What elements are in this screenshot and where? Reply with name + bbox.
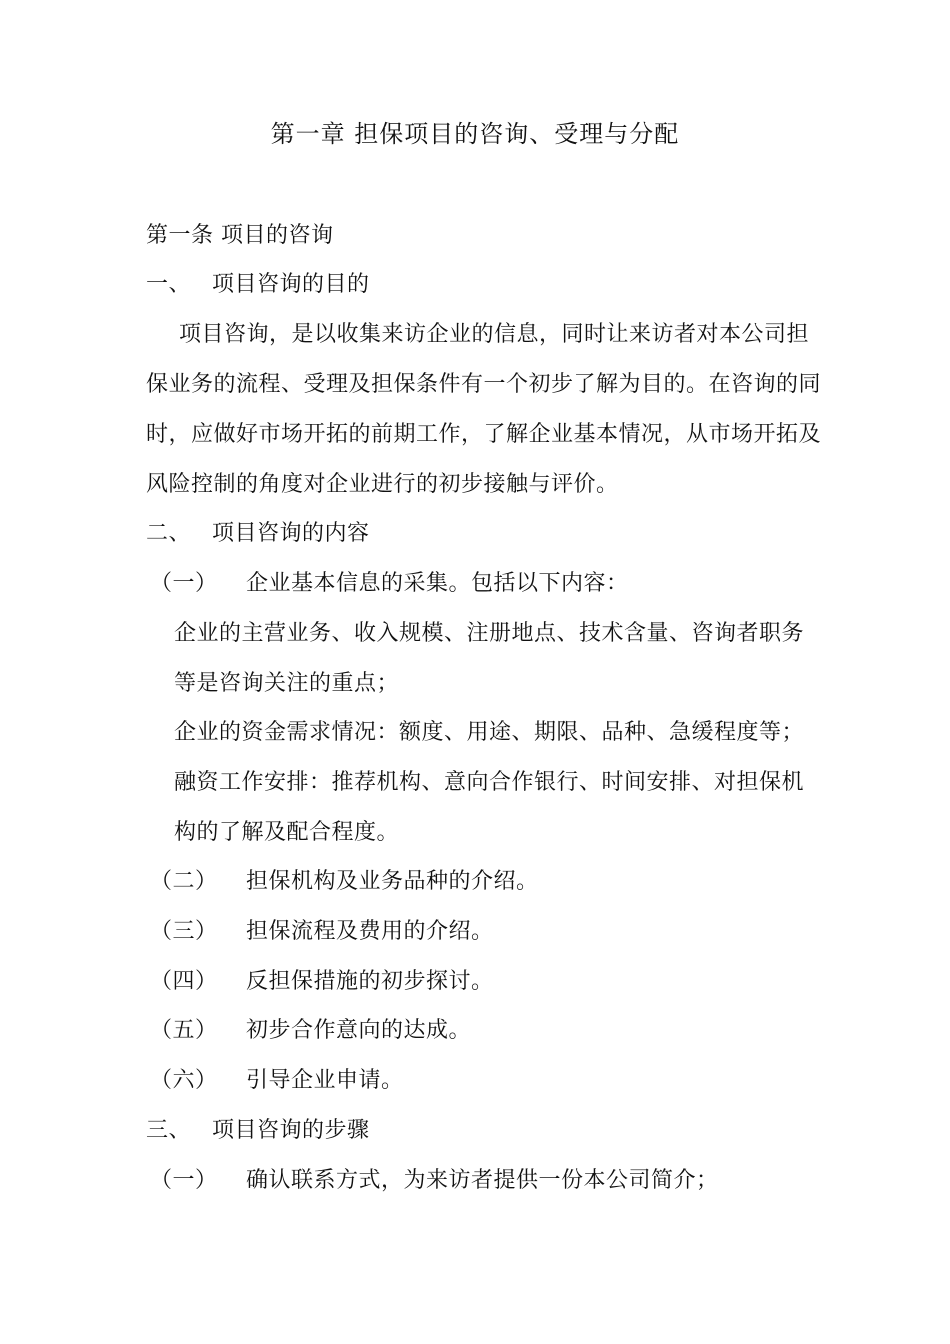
paragraph-line: 时，应做好市场开拓的前期工作，了解企业基本情况，从市场开拓及 (146, 422, 822, 447)
paragraph-line: 风险控制的角度对企业进行的初步接触与评价。 (146, 472, 619, 497)
sub-line: 融资工作安排：推荐机构、意向合作银行、时间安排、对担保机 (174, 770, 805, 795)
sub-line: 企业的资金需求情况：额度、用途、期限、品种、急缓程度等； (174, 720, 805, 745)
item-number: （四） (150, 969, 218, 994)
item-number: （一） (150, 571, 218, 596)
sub-line: 企业的主营业务、收入规模、注册地点、技术含量、咨询者职务 (174, 621, 805, 646)
item-text: 担保流程及费用的介绍。 (246, 919, 494, 944)
item-text: 反担保措施的初步探讨。 (246, 969, 494, 994)
section-number: 一、 (146, 272, 192, 297)
item-text: 企业基本信息的采集。包括以下内容： (246, 571, 629, 596)
item-text: 确认联系方式，为来访者提供一份本公司简介； (246, 1168, 719, 1193)
section-number: 三、 (146, 1118, 192, 1143)
list-item (150, 917, 494, 947)
list-item (150, 867, 539, 897)
list-item (150, 1016, 471, 1046)
section-title: 项目咨询的目的 (212, 272, 370, 297)
paragraph-line: 保业务的流程、受理及担保条件有一个初步了解为目的。在咨询的同 (146, 372, 822, 397)
item-text: 担保机构及业务品种的介绍。 (246, 869, 539, 894)
article-heading: 第一条 项目的咨询 (146, 223, 334, 248)
section-title: 项目咨询的内容 (212, 521, 370, 546)
item-number: （二） (150, 869, 218, 894)
item-number: （五） (150, 1018, 218, 1043)
section-title: 项目咨询的步骤 (212, 1118, 370, 1143)
section-heading (146, 270, 370, 300)
item-text: 初步合作意向的达成。 (246, 1018, 472, 1043)
sub-line: 等是咨询关注的重点； (174, 671, 400, 696)
sub-line: 构的了解及配合程度。 (174, 820, 400, 845)
section-heading (146, 519, 370, 549)
item-number: （六） (150, 1068, 218, 1093)
section-number: 二、 (146, 521, 192, 546)
paragraph-line: 项目咨询，是以收集来访企业的信息，同时让来访者对本公司担 (179, 322, 810, 347)
list-item (150, 569, 629, 599)
list-item (150, 967, 494, 997)
chapter-title: 第一章 担保项目的咨询、受理与分配 (270, 120, 680, 148)
list-item (150, 1166, 719, 1196)
list-item (150, 1066, 404, 1096)
item-number: （一） (150, 1168, 218, 1193)
item-number: （三） (150, 919, 218, 944)
section-heading (146, 1116, 370, 1146)
item-text: 引导企业申请。 (246, 1068, 404, 1093)
